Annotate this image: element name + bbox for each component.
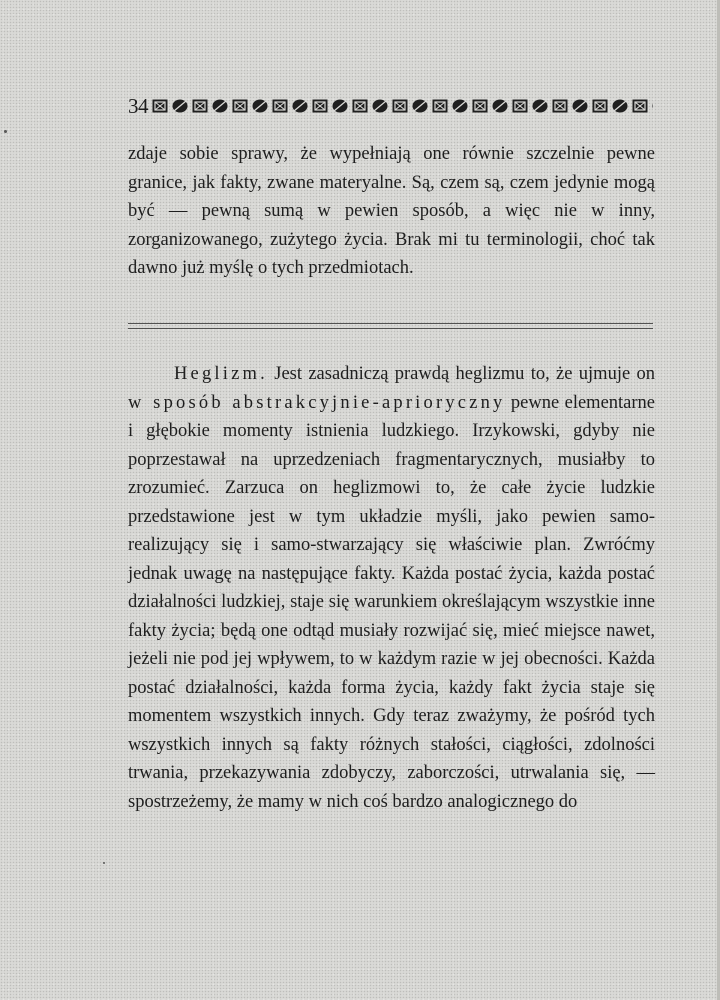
spaced-heading: Heglizm. xyxy=(174,364,268,384)
divider-rule-top xyxy=(128,323,653,324)
scan-speck xyxy=(103,862,105,864)
paragraph-2-text: pewne elementarne i głębokie momenty istnienia ludzkiego. Irzykowski, gdyby nie poprzestawał na uprzedzeniach fragmentarycznych, musiałby to zrozumieć. Zarzuca on heglizmowi to, że całe życie ludzkie przedstawione jest w tym układzie myśli, jako pewien samo-realizujący się i samo-stwarzający się właściwie plan. Zwróćmy jednak uwagę na następujące fakty. Każda postać życia, każda postać działalności ludzkiej, staje się warunkiem określającym wszystkie inne fakty życia; będą one odtąd musiały rozwijać się, mieć miejsce nawet, jeżeli nie pod jej wpływem, to w każdym razie w jej obecności. Każda postać działalności, każda forma życia, każdy fakt życia staje się momentem wszystkich innych. Gdy teraz zważymy, że pośród tych wszystkich innych są fakty różnych stałości, ciągłości, zdolności trwania, przekazywania zdobyczy, zaborczości, utrwalania się, — spostrzeżemy, że mamy w nich coś bardzo analogicznego do xyxy=(128,392,655,812)
paragraph-heglizm xyxy=(128,360,655,816)
ornament-leaf-icon xyxy=(491,98,509,114)
ornament-knot-icon xyxy=(511,98,529,114)
spaced-phrase: w sposób abstrakcyjnie-aprioryczny xyxy=(128,392,506,413)
divider-rule-bottom xyxy=(128,328,653,329)
ornament-knot-icon xyxy=(431,98,449,114)
ornament-knot-icon xyxy=(351,98,369,114)
ornament-leaf-icon xyxy=(331,98,349,114)
ornament-knot-icon xyxy=(551,98,569,114)
paragraph-2-intro: Jest zasadniczą prawdą heglizmu to, że ujmuje on xyxy=(267,364,655,384)
ornament-leaf-icon xyxy=(251,98,269,114)
ornament-knot-icon xyxy=(591,98,609,114)
ornament-knot-icon xyxy=(471,98,489,114)
ornament-leaf-icon xyxy=(571,98,589,114)
page-number: 34 xyxy=(128,93,148,118)
ornament-leaf-icon xyxy=(171,98,189,114)
scan-speck xyxy=(4,130,7,133)
ornament-knot-icon xyxy=(191,98,209,114)
ornament-knot-icon xyxy=(151,98,169,114)
ornament-leaf-icon xyxy=(371,98,389,114)
ornament-knot-icon xyxy=(631,98,649,114)
ornament-leaf-icon xyxy=(651,98,653,114)
ornament-leaf-icon xyxy=(411,98,429,114)
ornament-leaf-icon xyxy=(451,98,469,114)
page-header xyxy=(128,93,653,119)
paragraph-continuation xyxy=(128,140,655,283)
ornament-leaf-icon xyxy=(211,98,229,114)
ornament-knot-icon xyxy=(391,98,409,114)
ornament-leaf-icon xyxy=(531,98,549,114)
section-divider xyxy=(128,323,653,333)
ornament-leaf-icon xyxy=(611,98,629,114)
ornament-knot-icon xyxy=(271,98,289,114)
paragraph-1-text: zdaje sobie sprawy, że wypełniają one równie szczelnie pewne granice, jak fakty, zwane materyalne. Są, czem są, czem jedynie mogą być — pewną sumą w pewien sposób, a więc nie w inny, zorganizowanego, zużytego życia. Brak mi tu terminologii, choć tak dawno już myślę o tych przedmiotach. xyxy=(128,144,655,278)
ornament-knot-icon xyxy=(231,98,249,114)
decorative-ornament-band xyxy=(151,97,653,115)
ornament-knot-icon xyxy=(311,98,329,114)
ornament-leaf-icon xyxy=(291,98,309,114)
paragraph-2 xyxy=(128,360,655,816)
